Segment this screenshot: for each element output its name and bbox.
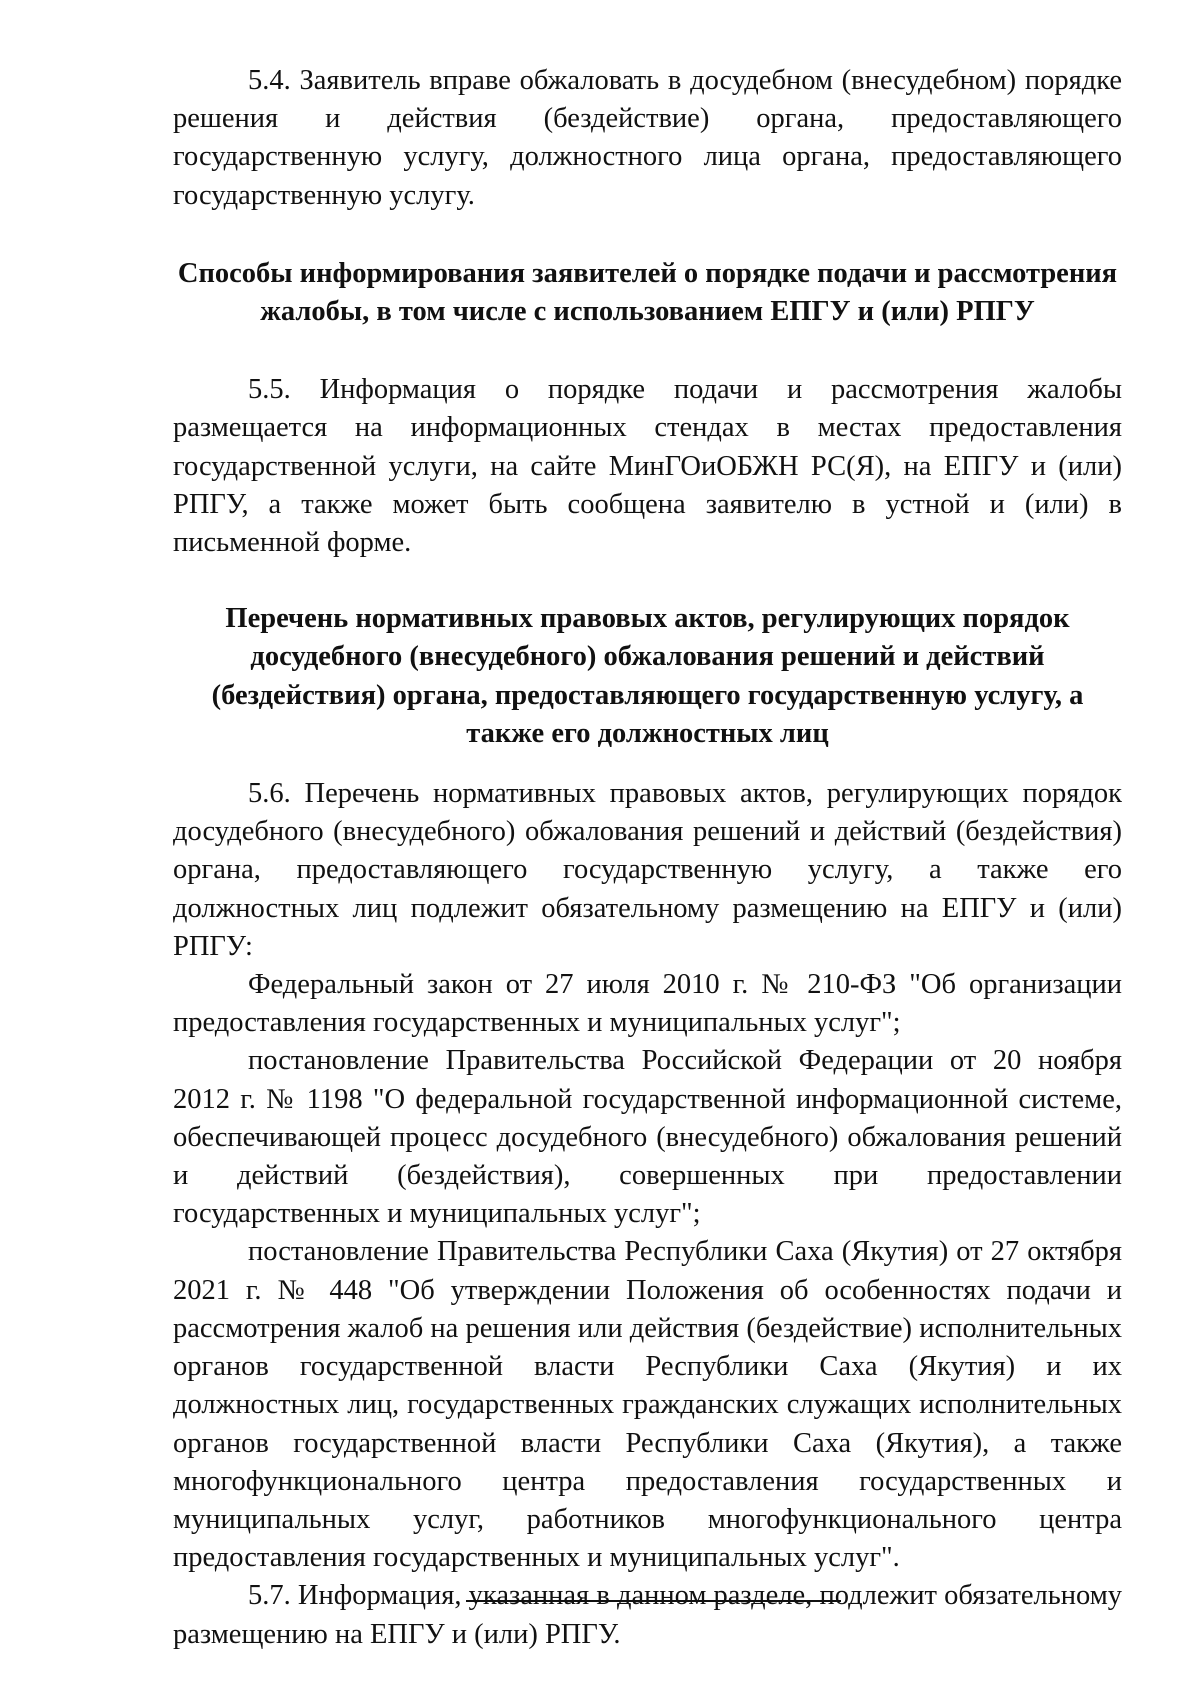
paragraph-federal-law-210: Федеральный закон от 27 июля 2010 г. № 210-ФЗ "Об организации предоставления государственных и муниципальных услуг";	[173, 969, 1122, 1039]
document-page	[173, 62, 1122, 1654]
paragraph-5-7: 5.7. Информация, указанная в данном разделе, подлежит обязательному размещению на ЕПГУ и (или) РПГУ.	[173, 1580, 1122, 1650]
end-of-section-rule	[466, 1600, 841, 1602]
section-heading-legal-acts: Перечень нормативных правовых актов, регулирующих порядок досудебного (внесудебного) обжалования решений и действий (бездействия) органа, предоставляющего государственную услугу, а также его должностных лиц	[211, 603, 1084, 749]
paragraph-government-decree-1198: постановление Правительства Российской Федерации от 20 ноября 2012 г. № 1198 "О федеральной государственной информационной системе, обеспечивающей процесс досудебного (внесудебного) обжалования решений и действий (бездействия), совершенных при предоставлении государственных и муниципальных услуг";	[173, 1045, 1122, 1230]
paragraph-5-4: 5.4. Заявитель вправе обжаловать в досудебном (внесудебном) порядке решения и действия (бездействие) органа, предоставляющего государственную услугу, должностного лица органа, предоставляющего государственную услугу.	[173, 65, 1122, 211]
section-heading-complaint-info: Способы информирования заявителей о порядке подачи и рассмотрения жалобы, в том числе с использованием ЕПГУ и (или) РПГУ	[177, 257, 1118, 328]
paragraph-5-6: 5.6. Перечень нормативных правовых актов, регулирующих порядок досудебного (внесудебного) обжалования решений и действий (бездействия) органа, предоставляющего государственную услугу, а также его должностных лиц подлежит обязательному размещению на ЕПГУ и (или) РПГУ:	[173, 778, 1122, 962]
paragraph-yakutia-decree-448: постановление Правительства Республики Саха (Якутия) от 27 октября 2021 г. № 448 "Об утверждении Положения об особенностях подачи и рассмотрения жалоб на решения или действия (бездействие) исполнительных органов государственной власти Республики Саха (Якутия) и их должностных лиц, государственных гражданских служащих исполнительных органов государственной власти Республики Саха (Якутия), а также многофункционального центра предоставления государственных и муниципальных услуг, работников многофункционального центра предоставления государственных и муниципальных услуг".	[173, 1236, 1122, 1574]
paragraph-5-5: 5.5. Информация о порядке подачи и рассмотрения жалобы размещается на информационных стендах в местах предоставления государственной услуги, на сайте МинГОиОБЖН РС(Я), на ЕПГУ и (или) РПГУ, а также может быть сообщена заявителю в устной и (или) в письменной форме.	[173, 374, 1122, 559]
